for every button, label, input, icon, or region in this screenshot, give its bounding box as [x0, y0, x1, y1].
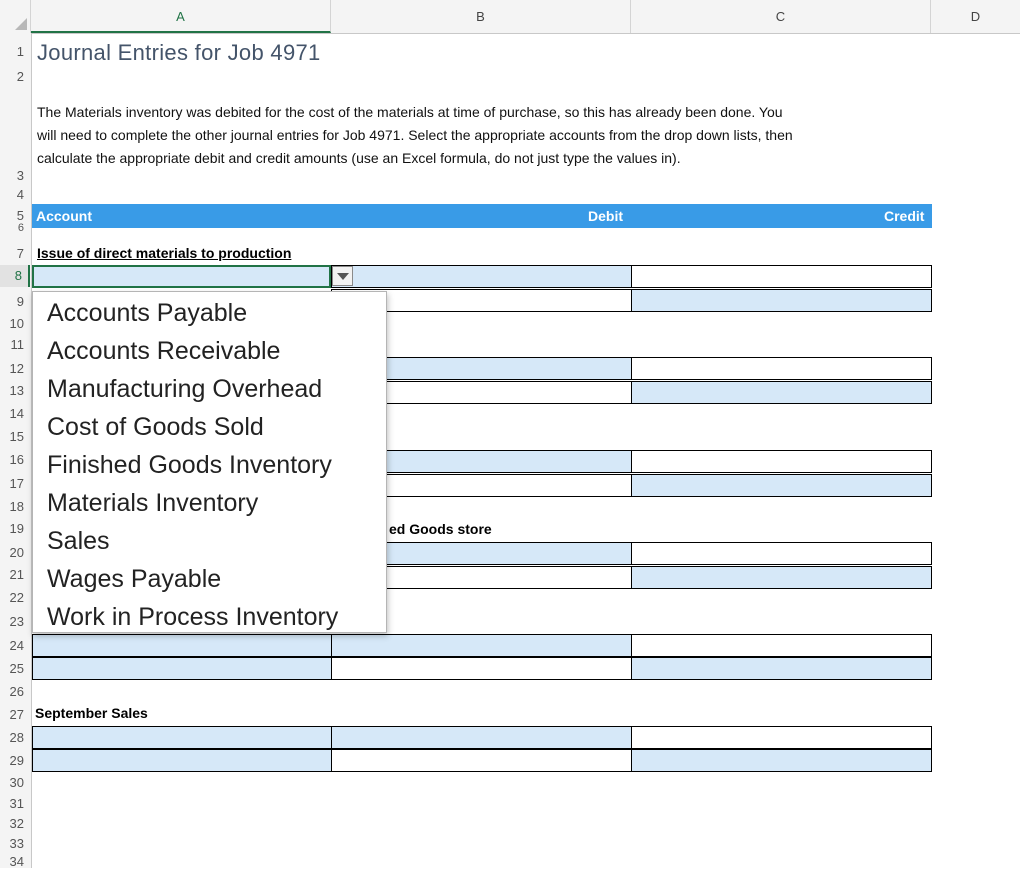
row-header[interactable]: 19: [9, 521, 24, 536]
row-header[interactable]: 23: [9, 614, 24, 629]
row-header[interactable]: 32: [9, 816, 24, 831]
row-header[interactable]: 17: [9, 476, 24, 491]
row-header-bar: [0, 33, 32, 868]
dropdown-option[interactable]: Finished Goods Inventory: [47, 451, 332, 479]
row-header[interactable]: 26: [9, 684, 24, 699]
section-finished-goods-partial: ed Goods store: [389, 521, 492, 537]
dropdown-option[interactable]: Wages Payable: [47, 565, 222, 593]
row-header[interactable]: 5: [16, 208, 24, 223]
credit-cell[interactable]: [631, 450, 932, 473]
credit-cell[interactable]: [631, 634, 932, 657]
row-header[interactable]: 2: [16, 69, 24, 84]
dropdown-option[interactable]: Work in Process Inventory: [47, 603, 339, 631]
column-header-b[interactable]: B: [331, 0, 631, 33]
dropdown-option[interactable]: Accounts Receivable: [47, 337, 281, 365]
credit-cell[interactable]: [631, 657, 932, 680]
instructions-text: [37, 101, 937, 170]
dropdown-option[interactable]: Cost of Goods Sold: [47, 413, 264, 441]
header-debit: Debit: [588, 208, 623, 224]
credit-cell[interactable]: [631, 726, 932, 749]
row-header[interactable]: 6: [17, 222, 24, 234]
dropdown-button[interactable]: [332, 266, 353, 286]
row-header[interactable]: 7: [16, 246, 24, 261]
instructions-line: The Materials inventory was debited for the cost of the materials at time of purchase, so this has already been done. You: [37, 104, 783, 120]
column-header-a[interactable]: A: [31, 0, 331, 33]
select-all-corner[interactable]: [0, 0, 31, 33]
header-credit: Credit: [884, 208, 925, 224]
credit-cell[interactable]: [631, 566, 932, 589]
row-header[interactable]: 27: [9, 707, 24, 722]
row-header[interactable]: 3: [16, 168, 24, 183]
row-header[interactable]: 24: [9, 638, 24, 653]
section-september-sales: September Sales: [35, 705, 148, 721]
debit-cell[interactable]: [331, 634, 632, 657]
dropdown-option[interactable]: Sales: [47, 527, 110, 555]
column-header-d[interactable]: D: [970, 9, 981, 24]
row-header[interactable]: 10: [9, 316, 24, 331]
account-cell[interactable]: [32, 726, 332, 749]
row-header[interactable]: 25: [9, 661, 24, 676]
credit-cell[interactable]: [631, 265, 932, 288]
credit-cell[interactable]: [631, 381, 932, 404]
row-header[interactable]: 18: [9, 499, 24, 514]
credit-cell[interactable]: [631, 289, 932, 312]
debit-cell[interactable]: [331, 726, 632, 749]
dropdown-option[interactable]: Accounts Payable: [47, 299, 248, 327]
row-header-selected[interactable]: 8: [0, 265, 30, 287]
account-cell[interactable]: [32, 634, 332, 657]
page-title: Journal Entries for Job 4971: [37, 40, 321, 65]
row-header[interactable]: 31: [9, 796, 24, 811]
column-header-bar: [0, 0, 1020, 34]
selected-account-cell[interactable]: [32, 265, 331, 288]
credit-cell[interactable]: [631, 542, 932, 565]
section-direct-materials: Issue of direct materials to production: [37, 245, 292, 261]
instructions-line: will need to complete the other journal entries for Job 4971. Select the appropriate accounts from the drop down lists, then: [37, 127, 793, 143]
credit-cell[interactable]: [631, 474, 932, 497]
chevron-down-icon: [337, 273, 349, 280]
account-dropdown-list[interactable]: [32, 291, 387, 633]
credit-cell[interactable]: [631, 357, 932, 380]
header-account: Account: [36, 208, 92, 224]
dropdown-option[interactable]: Materials Inventory: [47, 489, 259, 517]
row-header[interactable]: 1: [16, 44, 24, 59]
row-header[interactable]: 33: [9, 836, 24, 851]
select-all-triangle-icon: [15, 18, 27, 30]
debit-cell[interactable]: [331, 657, 632, 680]
instructions-line: calculate the appropriate debit and credit amounts (use an Excel formula, do not just type the values in).: [37, 150, 681, 166]
row-header[interactable]: 22: [9, 590, 24, 605]
debit-cell[interactable]: [331, 265, 632, 288]
dropdown-option[interactable]: Manufacturing Overhead: [47, 375, 323, 403]
account-cell[interactable]: [32, 749, 332, 772]
row-header[interactable]: 9: [16, 294, 24, 309]
row-header[interactable]: 34: [9, 854, 24, 869]
row-header[interactable]: 4: [16, 187, 24, 202]
row-header[interactable]: 13: [9, 383, 24, 398]
credit-cell[interactable]: [631, 749, 932, 772]
row-header[interactable]: 28: [9, 730, 24, 745]
account-cell[interactable]: [32, 657, 332, 680]
column-header-c[interactable]: C: [631, 0, 931, 33]
row-header[interactable]: 12: [9, 361, 24, 376]
debit-cell[interactable]: [331, 749, 632, 772]
row-header[interactable]: 20: [9, 545, 24, 560]
row-header[interactable]: 30: [9, 775, 24, 790]
row-header[interactable]: 21: [9, 567, 24, 582]
row-header[interactable]: 15: [9, 429, 24, 444]
row-header[interactable]: 29: [9, 753, 24, 768]
row-header[interactable]: 16: [9, 452, 24, 467]
row-header[interactable]: 14: [9, 406, 24, 421]
row-header[interactable]: 11: [10, 337, 24, 352]
table-header-bar: [32, 204, 932, 228]
